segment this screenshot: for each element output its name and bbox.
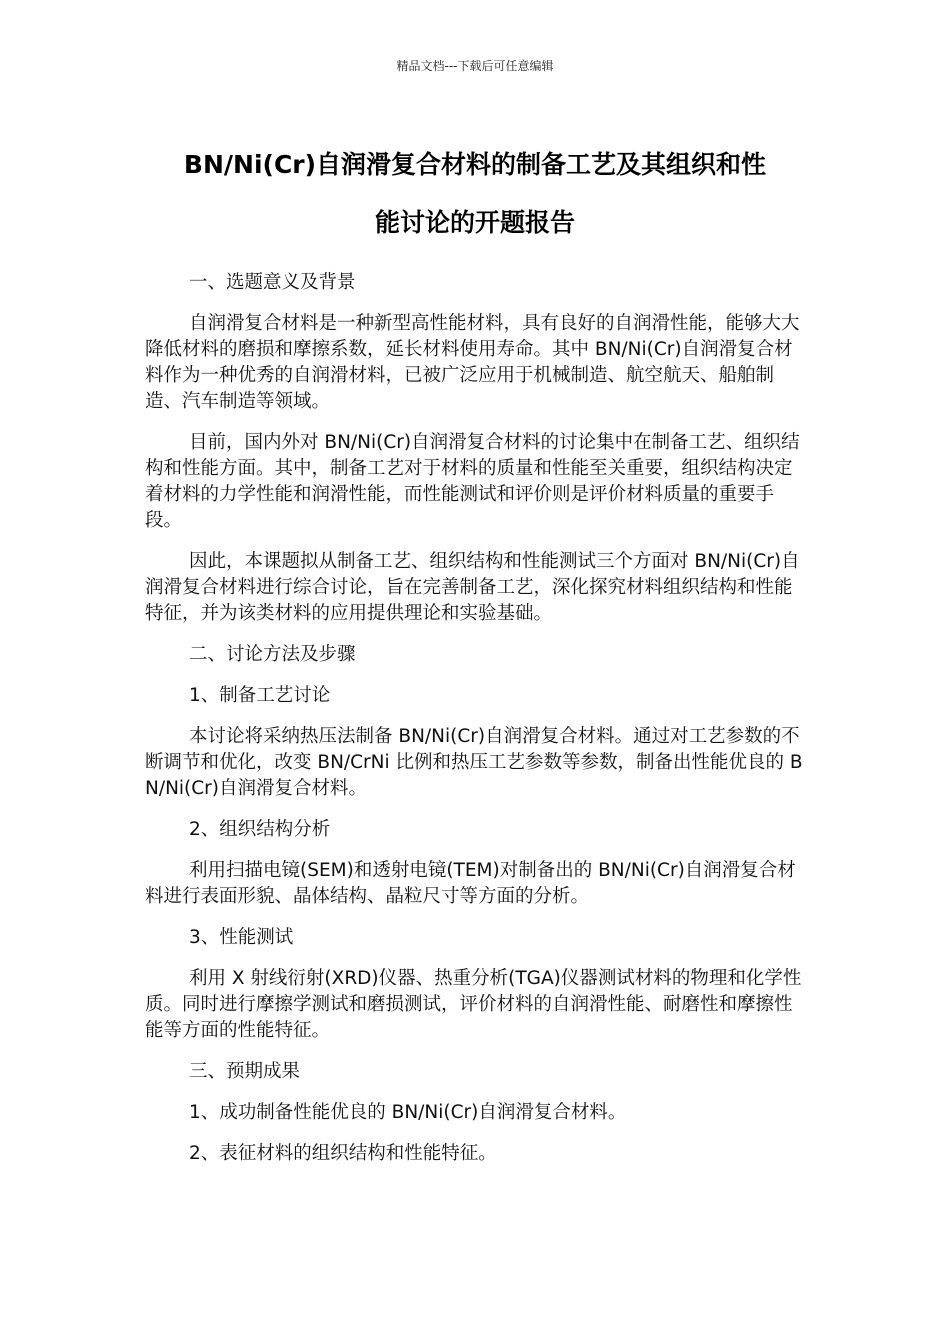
body-paragraph: 利用 X 射线衍射(XRD)仪器、热重分析(TGA)仪器测试材料的物理和化学性质。同时进行摩擦学测试和磨损测试，评价材料的自润滑性能、耐磨性和摩擦性能等方面的性能特征。 — [145, 968, 802, 1041]
subsection-heading: 1、制备工艺讨论 — [189, 685, 331, 706]
document-title-line-2: 能讨论的开题报告 — [374, 208, 575, 237]
body-paragraph: 本讨论将采纳热压法制备 BN/Ni(Cr)自润滑复合材料。通过对工艺参数的不断调节和优化，改变 BN/CrNi 比例和热压工艺参数等参数，制备出性能优良的 BN/Ni(Cr)自润滑复合材料。 — [145, 726, 803, 799]
subsection-heading: 3、性能测试 — [189, 927, 294, 948]
section-heading-background: 一、选题意义及背景 — [189, 272, 356, 293]
body-paragraph: 利用扫描电镜(SEM)和透射电镜(TEM)对制备出的 BN/Ni(Cr)自润滑复合材料进行表面形貌、晶体结构、晶粒尺寸等方面的分析。 — [145, 860, 796, 907]
body-paragraph: 自润滑复合材料是一种新型高性能材料，具有良好的自润滑性能，能够大大降低材料的磨损和摩擦系数，延长材料使用寿命。其中 BN/Ni(Cr)自润滑复合材料作为一种优秀的自润滑材料，已被广泛应用于机械制造、航空航天、船舶制造、汽车制造等领域。 — [145, 313, 800, 412]
list-item: 2、表征材料的组织结构和性能特征。 — [189, 1143, 497, 1164]
body-paragraph: 目前，国内外对 BN/Ni(Cr)自润滑复合材料的讨论集中在制备工艺、组织结构和性能方面。其中，制备工艺对于材料的质量和性能至关重要，组织结构决定着材料的力学性能和润滑性能，而性能测试和评价则是评价材料质量的重要手段。 — [145, 432, 800, 531]
document-body — [145, 270, 809, 1182]
section-heading-outcomes: 三、预期成果 — [189, 1061, 301, 1082]
page-header: 精品文档---下载后可任意编辑 — [396, 59, 554, 73]
subsection-heading: 2、组织结构分析 — [189, 819, 331, 840]
document-title-line-1: BN/Ni(Cr)自润滑复合材料的制备工艺及其组织和性 — [183, 150, 767, 179]
list-item: 1、成功制备性能优良的 BN/Ni(Cr)自润滑复合材料。 — [189, 1102, 627, 1123]
document-title — [145, 136, 805, 252]
section-heading-methods: 二、讨论方法及步骤 — [189, 644, 356, 665]
body-paragraph: 因此，本课题拟从制备工艺、组织结构和性能测试三个方面对 BN/Ni(Cr)自润滑复合材料进行综合讨论，旨在完善制备工艺，深化探究材料组织结构和性能特征，并为该类材料的应用提供理论和实验基础。 — [145, 551, 800, 624]
